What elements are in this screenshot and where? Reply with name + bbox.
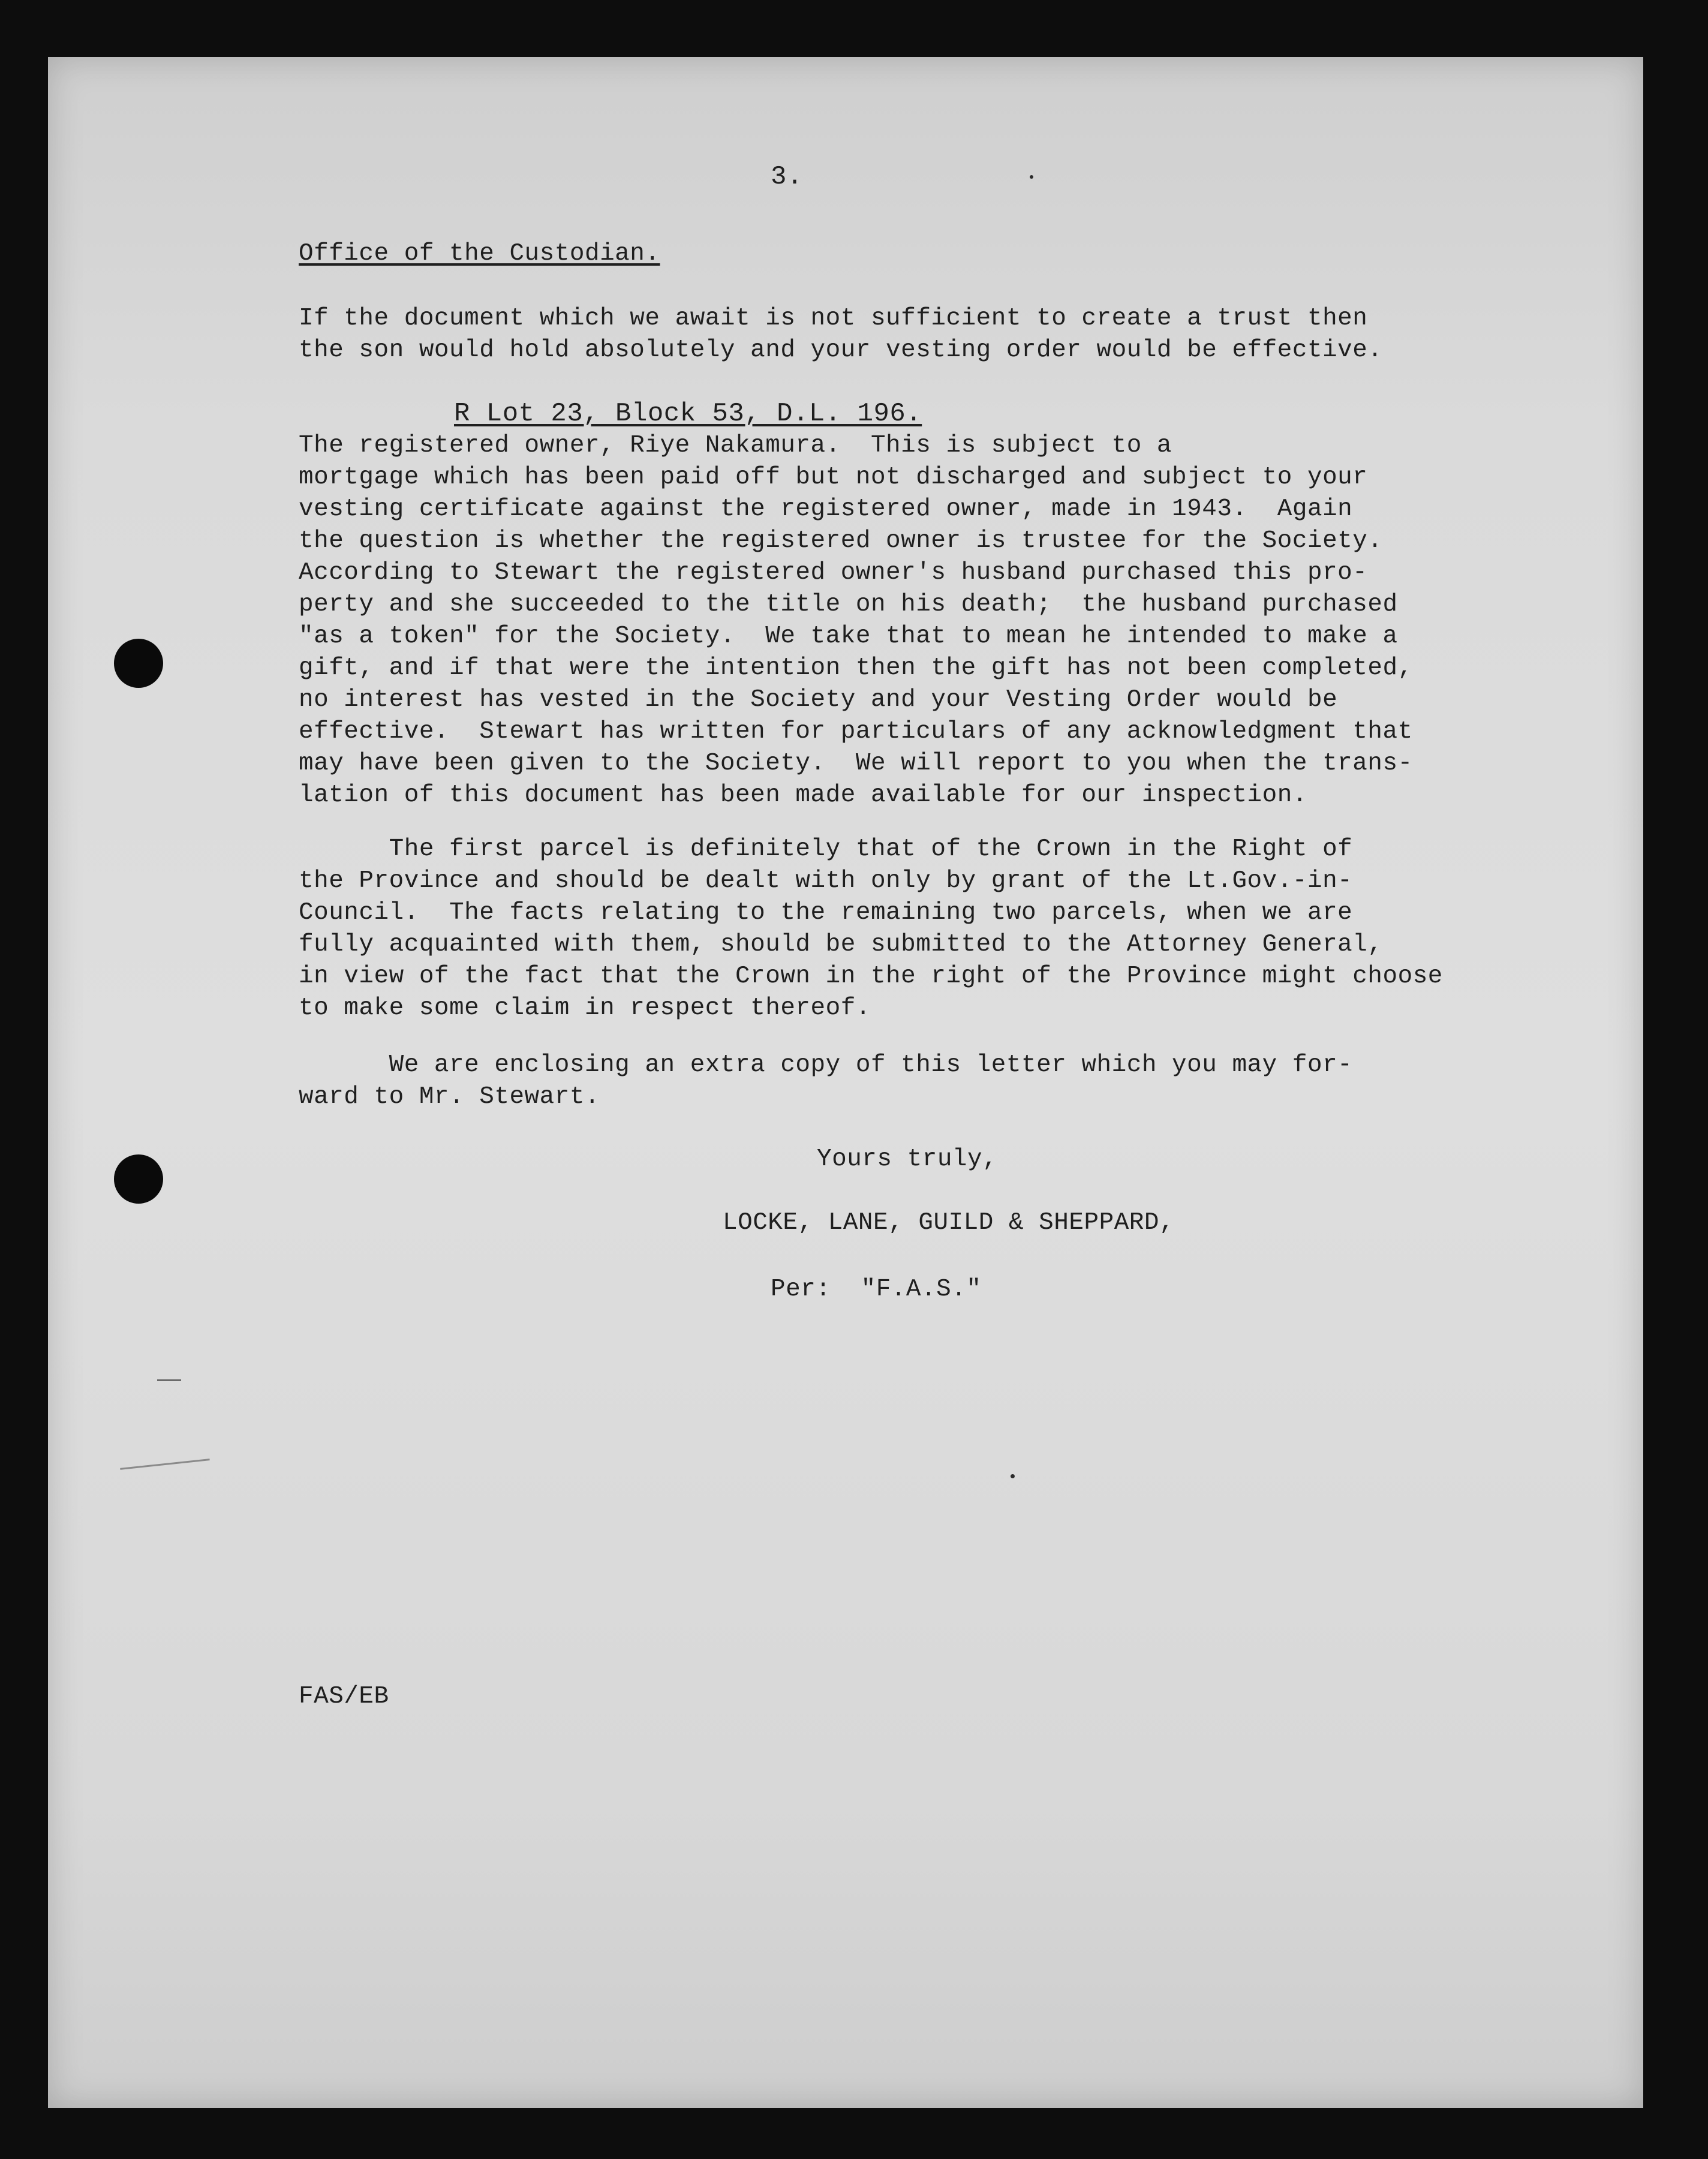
text-line: We are enclosing an extra copy of this letter which you may for- <box>299 1051 1353 1079</box>
text-line: the Province and should be dealt with only by grant of the Lt.Gov.-in- <box>299 867 1353 895</box>
page-number: 3. <box>771 162 803 192</box>
paper-speck <box>1011 1474 1015 1478</box>
addressee-heading: Office of the Custodian. <box>299 240 660 267</box>
punch-hole-bottom <box>114 1154 163 1204</box>
text-line: in view of the fact that the Crown in the right of the Province might choose <box>299 963 1443 990</box>
text-line: gift, and if that were the intention then the gift has not been completed, <box>299 654 1413 682</box>
closing-salutation: Yours truly, <box>817 1145 998 1173</box>
text-line: fully acquainted with them, should be submitted to the Attorney General, <box>299 931 1383 958</box>
paragraph-4 <box>299 1050 1352 1113</box>
paper-speck <box>1030 175 1033 179</box>
signature-line: Per: "F.A.S." <box>771 1276 982 1303</box>
text-line: effective. Stewart has written for particulars of any acknowledgment that <box>299 718 1413 745</box>
text-line: the son would hold absolutely and your vesting order would be effective. <box>299 336 1383 364</box>
text-line: If the document which we await is not sufficient to create a trust then <box>299 305 1368 332</box>
paragraph-2 <box>299 430 1413 811</box>
text-line: "as a token" for the Society. We take that to mean he intended to make a <box>299 623 1398 650</box>
text-line: no interest has vested in the Society and your Vesting Order would be <box>299 686 1338 714</box>
lot-subheading: R Lot 23, Block 53, D.L. 196. <box>454 399 922 429</box>
text-line: The first parcel is definitely that of the Crown in the Right of <box>299 835 1353 863</box>
text-line: mortgage which has been paid off but not discharged and subject to your <box>299 464 1368 491</box>
firm-name: LOCKE, LANE, GUILD & SHEPPARD, <box>723 1209 1175 1237</box>
text-line: perty and she succeeded to the title on his death; the husband purchased <box>299 591 1398 618</box>
reference-initials: FAS/EB <box>299 1683 389 1710</box>
text-line: may have been given to the Society. We will report to you when the trans- <box>299 750 1413 777</box>
text-line: ward to Mr. Stewart. <box>299 1083 600 1111</box>
text-line: lation of this document has been made available for our inspection. <box>299 781 1307 809</box>
paper-mark <box>157 1379 181 1381</box>
text-line: According to Stewart the registered owner's husband purchased this pro- <box>299 559 1368 587</box>
text-line: the question is whether the registered owner is trustee for the Society. <box>299 527 1383 555</box>
paragraph-3 <box>299 834 1443 1024</box>
text-line: The registered owner, Riye Nakamura. This is subject to a <box>299 432 1172 459</box>
paragraph-1 <box>299 303 1383 366</box>
punch-hole-top <box>114 639 163 688</box>
text-line: Council. The facts relating to the remaining two parcels, when we are <box>299 899 1353 927</box>
text-line: to make some claim in respect thereof. <box>299 994 871 1022</box>
text-line: vesting certificate against the registered owner, made in 1943. Again <box>299 495 1353 523</box>
